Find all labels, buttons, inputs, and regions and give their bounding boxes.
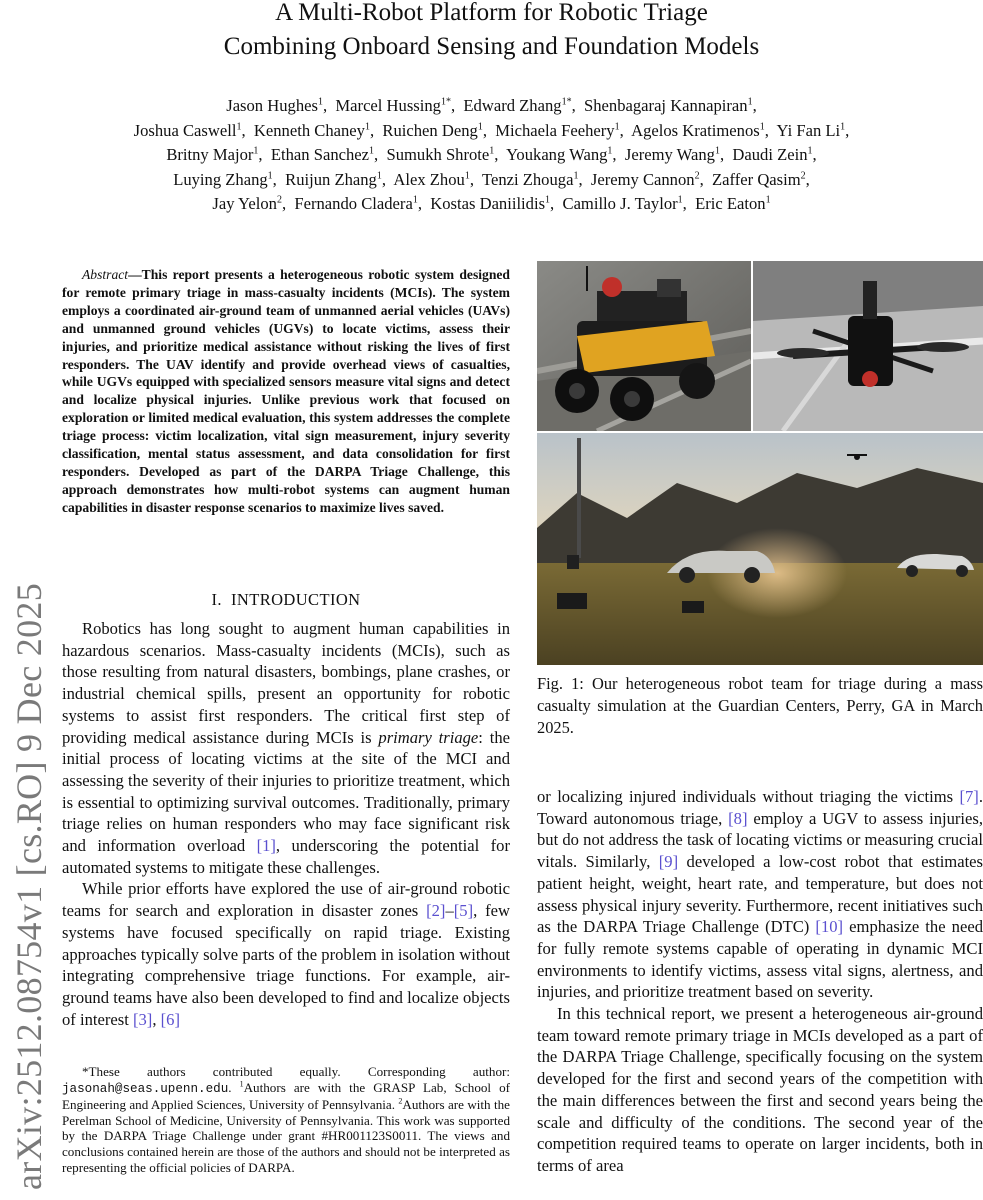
abstract-text: This report presents a heterogeneous robotic system designed for remote primary triage in mass-casualty incidents (MCIs). The system employs a coordinated air-ground team of unmanned aerial vehicles (UAVs) and unmanned ground vehicles (UGVs) to locate victims, assess their injuries, and prioritize medical assistance without risking the lives of first responders. The UAV identify and provide overhead views of casualties, while UGVs equipped with specialized sensors measure vital signs and detect and localize physical injuries. Unlike previous work that focused on exploration or limited medical evaluation, this system addresses the complete triage process: victim localization, vital sign measurement, injury severity classification, mental status assessment, and data consolidation for first responders. Developed as part of the DARPA Triage Challenge, this approach demonstrates how multi-robot systems can augment human capabilities in disaster response scenarios to maximize lives saved. — [62, 267, 510, 515]
citation-link[interactable]: [1] — [256, 836, 276, 856]
citation-link[interactable]: [8] — [728, 808, 748, 828]
author-email: jasonah@seas.upenn.edu — [62, 1081, 229, 1096]
citation-link[interactable]: [5] — [453, 901, 474, 921]
intro-paragraph-2: While prior efforts have explored the use of air-ground robotic teams for search and exploration in disaster zones [2]–[5], few systems have focused specifically on rapid triage. Existing approaches typically solve parts of the problem in isolation without integrating comprehensive triage functions. For example, air-ground teams have also been developed to find and localize objects of interest [3], [6] — [62, 879, 510, 1029]
citation-link[interactable]: [6] — [160, 1009, 180, 1029]
abstract: Abstract—This report presents a heterogeneous robotic system designed for remote primary triage in mass-casualty incidents (MCIs). The system employs a coordinated air-ground team of unmanned aerial vehicles (UAVs) and unmanned ground vehicles (UGVs) to locate victims, assess their injuries, and prioritize medical assistance without risking the lives of first responders. The UAV identify and provide overhead views of casualties, while UGVs equipped with specialized sensors measure vital signs and detect and localize physical injuries. Unlike previous work that focused on exploration or limited medical evaluation, this system addresses the complete triage process: victim localization, vital sign measurement, injury severity classification, mental status assessment, and data consolidation for first responders. Developed as part of the DARPA Triage Challenge, this approach demonstrates how multi-robot systems can augment human capabilities in disaster response scenarios to maximize lives saved. — [62, 267, 510, 515]
figure-1 — [537, 261, 983, 665]
author-line-2: Joshua Caswell$^1$, Kenneth Chaney$^1$, Ruichen Deng$^1$, Michaela Feehery$^1$, Agelos Kratimenos$^1$, Yi Fan Li$^1$, — [133, 120, 850, 140]
right-paragraph-1: or localizing injured individuals without triaging the victims [7]. Toward autonomous triage, [8] employ a UGV to assess injuries, but do not address the task of locating victims or measuring crucial vitals. Similarly, [9] developed a low-cost robot that estimates patient height, weight, heart rate, and temperature, but does not assess physical injury severity. Furthermore, recent initiatives such as the DARPA Triage Challenge (DTC) [10] emphasize the need for fully remote systems capable of operating in dynamic MCI environments to identify victims, assess vital signs, alertness, and injuries, and prioritize treatment based on severity. — [537, 787, 983, 1002]
title-line-1: A Multi-Robot Platform for Robotic Triage — [275, 0, 708, 26]
figure-caption: Fig. 1: Our heterogeneous robot team for triage during a mass casualty simulation at the Guardian Centers, Perry, GA in March 2025. — [537, 674, 983, 737]
citation-link[interactable]: [2] — [426, 901, 446, 921]
right-paragraph-2: In this technical report, we present a heterogeneous air-ground team toward remote primary triage in MCIs developed as a part of the DARPA Triage Challenge, specifically focusing on the system developed for the first and second years of the competition with the main differences between the first and second years being the scale and difficulty of the conditions. The second year of the competition required teams to operate on larger incidents, both in terms of area — [537, 1004, 983, 1175]
uav-drone-photo — [753, 261, 983, 431]
author-line-1: Jason Hughes$^1$, Marcel Hussing$^{1*}$, Edward Zhang$^{1*}$, Shenbagaraj Kannapiran$^1$, — [226, 96, 757, 115]
author-line-3: Britny Major$^1$, Ethan Sanchez$^1$, Sumukh Shrote$^1$, Youkang Wang$^1$, Jeremy Wang$^1$, Daudi Zein$^1$, — [166, 145, 817, 165]
footnote: *These authors contributed equally. Corresponding author: jasonah@seas.upenn.edu. $^1$Authors are with the GRASP Lab, School of Engineering and Applied Sciences, University of Pennsylvania. $^2$Authors are with the Perelman School of Medicine, University of Pennsylvania. This work was supported by the DARPA Triage Challenge under grant #HR001123S0011. The views and conclusions contained herein are those of the authors and should not be interpreted as representing the official policies of DARPA. — [62, 1064, 511, 1175]
intro-paragraph-1: Robotics has long sought to augment human capabilities in hazardous scenarios. Mass-casualty incidents (MCIs), such as those resulting from natural disasters, bombings, plane crashes, or industrial chemical spills, present an opportunity for robotic systems to assist first responders. The critical first step of providing medical assistance during MCIs is primary triage: the initial process of locating victims at the site of the MCI and assessing the severity of their injuries to prioritize treatment, which is essential to optimizing survival outcomes. Traditionally, primary triage relies on human responders who may face significant risk and information overload [1], underscoring the potential for automated systems to mitigate these challenges. — [62, 619, 510, 877]
author-line-5: Jay Yelon$^2$, Fernando Cladera$^1$, Kostas Daniilidis$^1$, Camillo J. Taylor$^1$, Eric Eaton$^1$ — [212, 194, 771, 214]
section-heading: I. INTRODUCTION — [211, 590, 361, 609]
citation-link[interactable]: [3] — [132, 1009, 153, 1029]
ugv-robot-photo — [537, 261, 751, 431]
arxiv-identifier: arXiv:2512.08754v1 [cs.RO] 9 Dec 2025 — [9, 583, 49, 1190]
title-line-2: Combining Onboard Sensing and Foundation Models — [223, 33, 760, 60]
author-line-4: Luying Zhang$^1$, Ruijun Zhang$^1$, Alex Zhou$^1$, Tenzi Zhouga$^1$, Jeremy Cannon$^2$, Zaffer Qasim$^2$, — [173, 169, 810, 189]
paper-title — [0, 0, 983, 64]
introduction-text — [62, 618, 510, 1030]
citation-link[interactable]: [7] — [959, 787, 979, 806]
citation-link[interactable]: [9] — [658, 852, 679, 872]
abstract-label: Abstract — [82, 267, 129, 282]
field-deployment-photo — [537, 433, 983, 665]
right-column-text — [537, 786, 983, 1177]
citation-link[interactable]: [10] — [815, 917, 844, 937]
author-list — [30, 94, 953, 217]
